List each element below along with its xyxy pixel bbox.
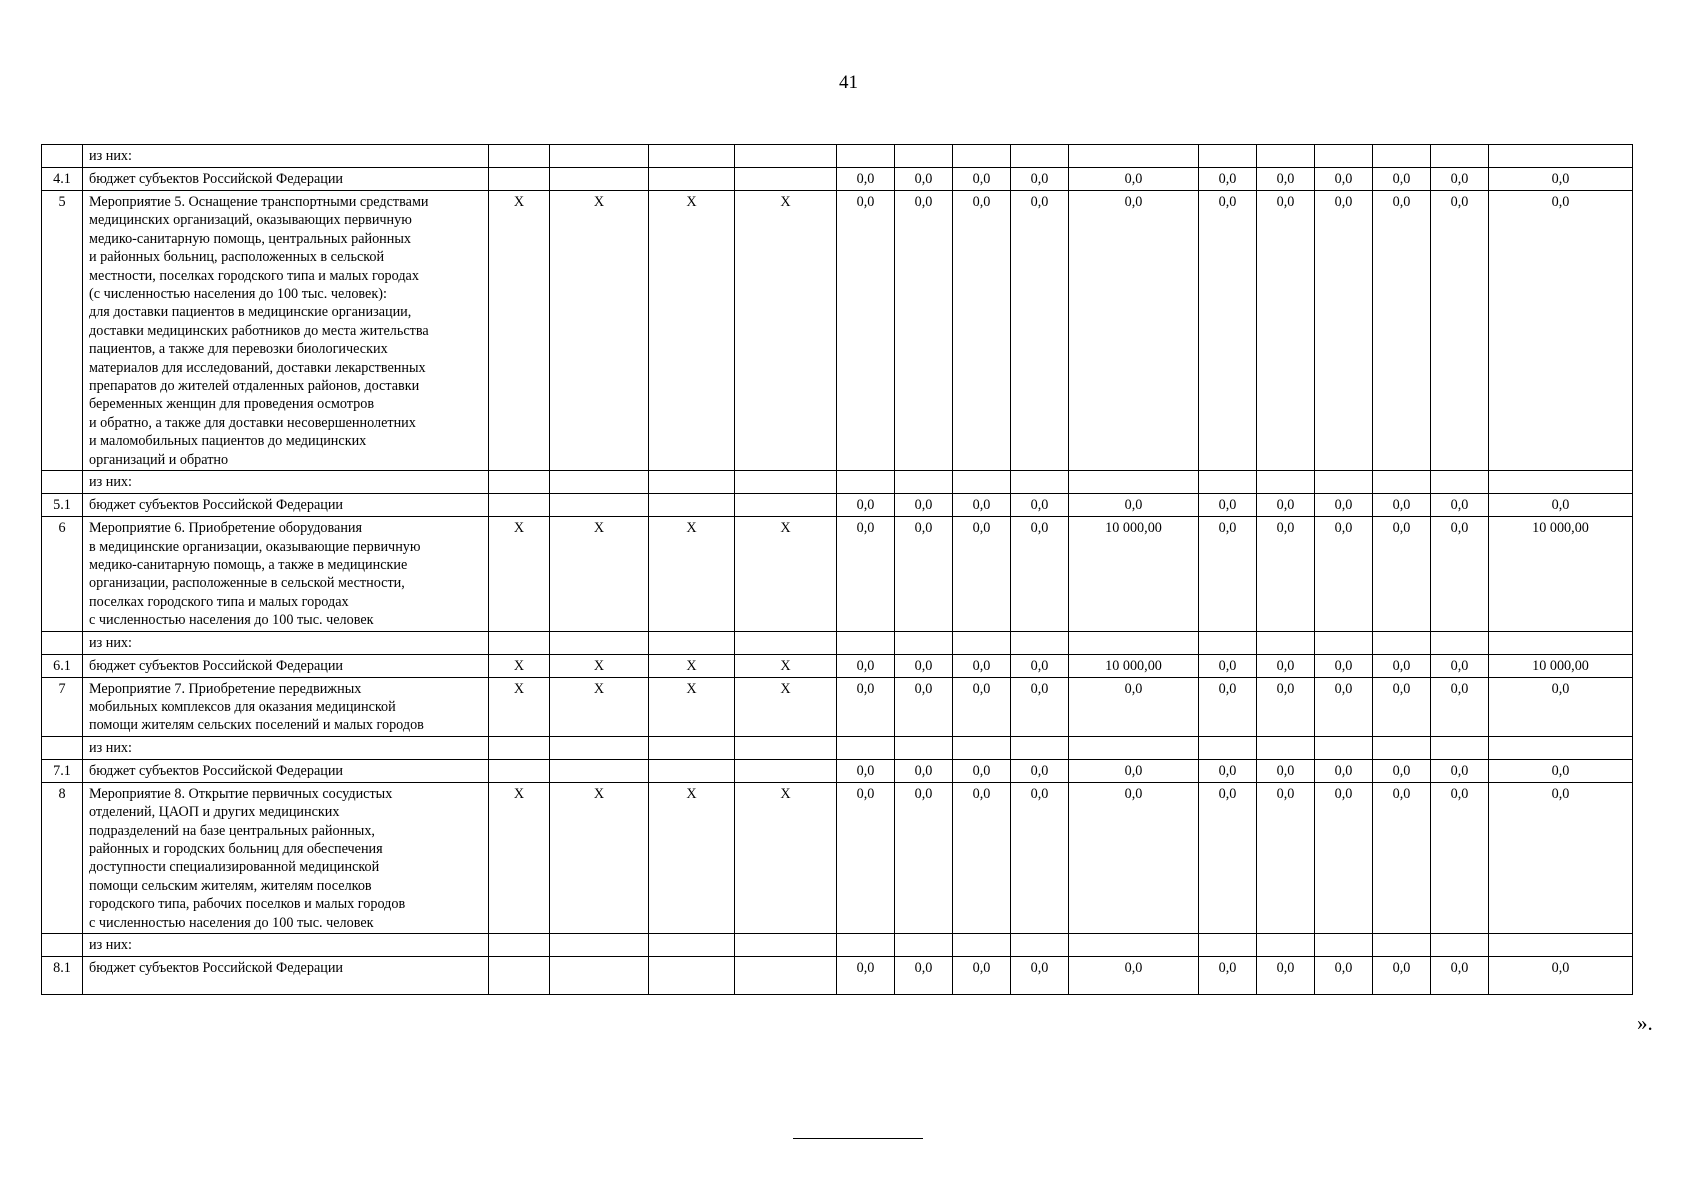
value-cell: 0,0 [953, 782, 1011, 933]
value-cell: 10 000,00 [1069, 517, 1199, 631]
value-cell: 0,0 [1315, 494, 1373, 517]
value-cell [489, 145, 550, 168]
value-cell: X [649, 517, 735, 631]
value-cell [1431, 145, 1489, 168]
value-cell [895, 631, 953, 654]
value-cell: 0,0 [1199, 191, 1257, 471]
row-number-cell: 8.1 [42, 957, 83, 995]
value-cell: 0,0 [1431, 677, 1489, 736]
row-number-cell: 5.1 [42, 494, 83, 517]
value-cell [895, 934, 953, 957]
row-name-cell: Мероприятие 7. Приобретение передвижных мобильных комплексов для оказания медицинской помощи жителям сельских поселений и малых городов [83, 677, 489, 736]
value-cell: 0,0 [895, 654, 953, 677]
value-cell: 0,0 [1315, 957, 1373, 995]
row-number-cell: 4.1 [42, 168, 83, 191]
page-number: 41 [839, 72, 858, 93]
value-cell: X [550, 677, 649, 736]
value-cell [1431, 471, 1489, 494]
value-cell: X [649, 654, 735, 677]
value-cell: 0,0 [837, 677, 895, 736]
value-cell [649, 168, 735, 191]
value-cell: X [649, 191, 735, 471]
value-cell: 0,0 [1199, 677, 1257, 736]
value-cell: 0,0 [1069, 494, 1199, 517]
value-cell [1373, 631, 1431, 654]
value-cell: 0,0 [1199, 782, 1257, 933]
row-name-cell: из них: [83, 145, 489, 168]
value-cell [1315, 736, 1373, 759]
value-cell: 0,0 [1315, 191, 1373, 471]
value-cell: 0,0 [837, 191, 895, 471]
value-cell: 0,0 [1489, 957, 1633, 995]
row-name-cell: из них: [83, 934, 489, 957]
value-cell: 0,0 [953, 759, 1011, 782]
value-cell: 0,0 [837, 759, 895, 782]
value-cell: 0,0 [895, 517, 953, 631]
value-cell [1069, 934, 1199, 957]
value-cell [489, 168, 550, 191]
table-row [42, 517, 1633, 631]
value-cell [489, 934, 550, 957]
closing-quote: ». [1637, 1011, 1653, 1035]
value-cell [489, 494, 550, 517]
value-cell: 0,0 [1431, 957, 1489, 995]
value-cell: 0,0 [1069, 759, 1199, 782]
value-cell [1199, 145, 1257, 168]
value-cell: 0,0 [1315, 759, 1373, 782]
table-row [42, 145, 1633, 168]
row-number-cell: 5 [42, 191, 83, 471]
table-row [42, 957, 1633, 995]
value-cell: 0,0 [1011, 494, 1069, 517]
value-cell: 0,0 [1489, 677, 1633, 736]
value-cell: 0,0 [1257, 782, 1315, 933]
value-cell [550, 145, 649, 168]
value-cell [489, 471, 550, 494]
value-cell: 0,0 [1011, 654, 1069, 677]
value-cell: X [735, 782, 837, 933]
value-cell [1011, 471, 1069, 494]
table-row [42, 759, 1633, 782]
value-cell: 0,0 [895, 782, 953, 933]
value-cell: X [489, 782, 550, 933]
value-cell: 0,0 [1489, 168, 1633, 191]
value-cell [1431, 736, 1489, 759]
value-cell: 0,0 [1431, 759, 1489, 782]
value-cell [837, 631, 895, 654]
value-cell: X [550, 782, 649, 933]
value-cell: X [550, 654, 649, 677]
value-cell: 0,0 [1315, 654, 1373, 677]
value-cell [550, 494, 649, 517]
value-cell [1011, 934, 1069, 957]
value-cell: 0,0 [1373, 654, 1431, 677]
value-cell: 0,0 [1257, 517, 1315, 631]
value-cell: X [489, 654, 550, 677]
value-cell [735, 631, 837, 654]
value-cell: 0,0 [1315, 517, 1373, 631]
value-cell: 0,0 [1199, 957, 1257, 995]
row-name-cell: Мероприятие 6. Приобретение оборудования в медицинские организации, оказывающие первичную медико-санитарную помощь, а также в медицинские организации, расположенные в сельской местности, поселках городского типа и малых городах с численностью населения до 100 тыс. человек [83, 517, 489, 631]
value-cell [1011, 145, 1069, 168]
table-row [42, 654, 1633, 677]
table-body [42, 145, 1633, 995]
value-cell [953, 145, 1011, 168]
value-cell: 0,0 [1011, 782, 1069, 933]
value-cell: 0,0 [1431, 782, 1489, 933]
value-cell: 0,0 [1257, 494, 1315, 517]
value-cell [550, 957, 649, 995]
value-cell: 0,0 [1431, 494, 1489, 517]
value-cell [735, 934, 837, 957]
value-cell: 0,0 [1069, 782, 1199, 933]
row-name-cell: бюджет субъектов Российской Федерации [83, 759, 489, 782]
value-cell [649, 631, 735, 654]
value-cell: 0,0 [1011, 191, 1069, 471]
value-cell [895, 471, 953, 494]
table-row [42, 631, 1633, 654]
row-name-cell: Мероприятие 8. Открытие первичных сосудистых отделений, ЦАОП и других медицинских подразделений на базе центральных районных, районных и городских больниц для обеспечения доступности специализированной медицинской помощи сельским жителям, жителям поселков городского типа, рабочих поселков и малых городов с численностью населения до 100 тыс. человек [83, 782, 489, 933]
row-name-cell: бюджет субъектов Российской Федерации [83, 654, 489, 677]
value-cell [649, 145, 735, 168]
value-cell: 0,0 [895, 191, 953, 471]
value-cell: X [735, 517, 837, 631]
value-cell: 0,0 [1069, 957, 1199, 995]
row-name-cell: бюджет субъектов Российской Федерации [83, 168, 489, 191]
value-cell [550, 631, 649, 654]
value-cell [1373, 934, 1431, 957]
value-cell: 0,0 [895, 494, 953, 517]
value-cell: 0,0 [1315, 168, 1373, 191]
table-row [42, 736, 1633, 759]
table-row [42, 168, 1633, 191]
value-cell [1199, 736, 1257, 759]
value-cell [489, 736, 550, 759]
row-number-cell [42, 471, 83, 494]
value-cell [735, 145, 837, 168]
value-cell: 0,0 [1315, 782, 1373, 933]
value-cell [489, 957, 550, 995]
value-cell [1199, 471, 1257, 494]
value-cell: 0,0 [1431, 168, 1489, 191]
value-cell [1489, 934, 1633, 957]
value-cell [1315, 471, 1373, 494]
value-cell: 0,0 [837, 782, 895, 933]
value-cell [1315, 631, 1373, 654]
value-cell: 0,0 [1373, 677, 1431, 736]
value-cell [1257, 145, 1315, 168]
row-number-cell [42, 934, 83, 957]
value-cell: 10 000,00 [1069, 654, 1199, 677]
row-name-cell: из них: [83, 631, 489, 654]
value-cell: 0,0 [953, 191, 1011, 471]
table-row [42, 471, 1633, 494]
value-cell: 0,0 [837, 654, 895, 677]
value-cell [1257, 471, 1315, 494]
bottom-rule [793, 1138, 923, 1139]
value-cell: 0,0 [837, 517, 895, 631]
value-cell: 0,0 [1373, 517, 1431, 631]
value-cell [1069, 471, 1199, 494]
value-cell [953, 631, 1011, 654]
value-cell [837, 471, 895, 494]
value-cell [1257, 631, 1315, 654]
value-cell [895, 145, 953, 168]
value-cell [837, 736, 895, 759]
value-cell: 0,0 [1431, 517, 1489, 631]
value-cell [1489, 631, 1633, 654]
value-cell [1431, 934, 1489, 957]
value-cell: 0,0 [1199, 654, 1257, 677]
row-number-cell: 6 [42, 517, 83, 631]
value-cell [649, 494, 735, 517]
value-cell: X [489, 677, 550, 736]
row-name-cell: из них: [83, 736, 489, 759]
value-cell: 0,0 [1199, 168, 1257, 191]
value-cell: 0,0 [1069, 677, 1199, 736]
row-number-cell [42, 631, 83, 654]
value-cell: 0,0 [1373, 191, 1431, 471]
value-cell: 0,0 [1199, 494, 1257, 517]
value-cell [953, 934, 1011, 957]
row-number-cell: 7 [42, 677, 83, 736]
value-cell: 0,0 [1011, 759, 1069, 782]
value-cell: X [489, 517, 550, 631]
value-cell [735, 759, 837, 782]
value-cell [1373, 145, 1431, 168]
value-cell: 0,0 [953, 677, 1011, 736]
value-cell: X [735, 677, 837, 736]
value-cell: 0,0 [895, 957, 953, 995]
value-cell [1489, 145, 1633, 168]
value-cell: 0,0 [1315, 677, 1373, 736]
table-row [42, 934, 1633, 957]
value-cell [1373, 471, 1431, 494]
value-cell: 10 000,00 [1489, 517, 1633, 631]
value-cell: 0,0 [1373, 759, 1431, 782]
value-cell: X [649, 677, 735, 736]
value-cell [735, 494, 837, 517]
value-cell: X [550, 191, 649, 471]
value-cell [895, 736, 953, 759]
value-cell [1489, 736, 1633, 759]
value-cell: 0,0 [1199, 759, 1257, 782]
value-cell: 0,0 [1011, 677, 1069, 736]
value-cell [1069, 736, 1199, 759]
value-cell [1431, 631, 1489, 654]
row-number-cell: 7.1 [42, 759, 83, 782]
value-cell: X [489, 191, 550, 471]
value-cell: 0,0 [1011, 517, 1069, 631]
value-cell: 0,0 [1257, 168, 1315, 191]
value-cell: 0,0 [1373, 782, 1431, 933]
value-cell: 0,0 [837, 168, 895, 191]
value-cell: X [550, 517, 649, 631]
value-cell [649, 759, 735, 782]
row-number-cell: 8 [42, 782, 83, 933]
value-cell: 0,0 [895, 677, 953, 736]
value-cell: 0,0 [895, 759, 953, 782]
value-cell: 0,0 [837, 494, 895, 517]
row-number-cell [42, 736, 83, 759]
value-cell [1011, 736, 1069, 759]
value-cell [489, 759, 550, 782]
value-cell [649, 934, 735, 957]
table-row [42, 782, 1633, 933]
value-cell: 0,0 [1373, 494, 1431, 517]
value-cell: 10 000,00 [1489, 654, 1633, 677]
value-cell [649, 736, 735, 759]
value-cell: 0,0 [1373, 957, 1431, 995]
value-cell: 0,0 [1489, 494, 1633, 517]
value-cell [550, 168, 649, 191]
value-cell: 0,0 [1257, 677, 1315, 736]
value-cell [837, 145, 895, 168]
value-cell [953, 736, 1011, 759]
value-cell [1069, 631, 1199, 654]
row-name-cell: бюджет субъектов Российской Федерации [83, 957, 489, 995]
value-cell [735, 471, 837, 494]
value-cell: 0,0 [1069, 191, 1199, 471]
value-cell: 0,0 [953, 494, 1011, 517]
value-cell: 0,0 [953, 654, 1011, 677]
value-cell [649, 957, 735, 995]
row-number-cell [42, 145, 83, 168]
row-name-cell: Мероприятие 5. Оснащение транспортными средствами медицинских организаций, оказывающих первичную медико-санитарную помощь, центральных районных и районных больниц, расположенных в сельской местности, поселках городского типа и малых городах (с численностью населения до 100 тыс. человек): для доставки пациентов в медицинские организации, доставки медицинских работников до места жительства пациентов, а также для перевозки биологических материалов для исследований, доставки лекарственных препаратов до жителей отдаленных районов, доставки беременных женщин для проведения осмотров и обратно, а также для доставки несовершеннолетних и маломобильных пациентов до медицинских организаций и обратно [83, 191, 489, 471]
value-cell [550, 934, 649, 957]
value-cell [837, 934, 895, 957]
value-cell: 0,0 [1489, 759, 1633, 782]
value-cell [1199, 934, 1257, 957]
value-cell [1315, 934, 1373, 957]
row-name-cell: бюджет субъектов Российской Федерации [83, 494, 489, 517]
value-cell [1315, 145, 1373, 168]
row-name-cell: из них: [83, 471, 489, 494]
value-cell: 0,0 [1257, 759, 1315, 782]
value-cell: 0,0 [1431, 654, 1489, 677]
value-cell [550, 759, 649, 782]
value-cell: 0,0 [1199, 517, 1257, 631]
value-cell: X [649, 782, 735, 933]
value-cell: 0,0 [1011, 168, 1069, 191]
value-cell [735, 168, 837, 191]
value-cell [953, 471, 1011, 494]
value-cell [550, 736, 649, 759]
value-cell: 0,0 [1069, 168, 1199, 191]
value-cell: 0,0 [895, 168, 953, 191]
value-cell [1489, 471, 1633, 494]
value-cell [1011, 631, 1069, 654]
value-cell [735, 736, 837, 759]
value-cell [1257, 934, 1315, 957]
value-cell: 0,0 [1431, 191, 1489, 471]
table-row [42, 191, 1633, 471]
row-number-cell: 6.1 [42, 654, 83, 677]
value-cell: 0,0 [1257, 191, 1315, 471]
value-cell: 0,0 [953, 517, 1011, 631]
value-cell: 0,0 [837, 957, 895, 995]
value-cell: X [735, 654, 837, 677]
value-cell [1257, 736, 1315, 759]
value-cell [1199, 631, 1257, 654]
value-cell [649, 471, 735, 494]
table-row [42, 677, 1633, 736]
value-cell: 0,0 [953, 957, 1011, 995]
value-cell: 0,0 [1257, 957, 1315, 995]
value-cell: 0,0 [1257, 654, 1315, 677]
value-cell: 0,0 [1489, 191, 1633, 471]
value-cell [550, 471, 649, 494]
value-cell [735, 957, 837, 995]
value-cell [1373, 736, 1431, 759]
budget-table [41, 144, 1633, 995]
value-cell [1069, 145, 1199, 168]
value-cell: 0,0 [1373, 168, 1431, 191]
value-cell: 0,0 [953, 168, 1011, 191]
value-cell: X [735, 191, 837, 471]
value-cell [489, 631, 550, 654]
value-cell: 0,0 [1489, 782, 1633, 933]
table-row [42, 494, 1633, 517]
value-cell: 0,0 [1011, 957, 1069, 995]
